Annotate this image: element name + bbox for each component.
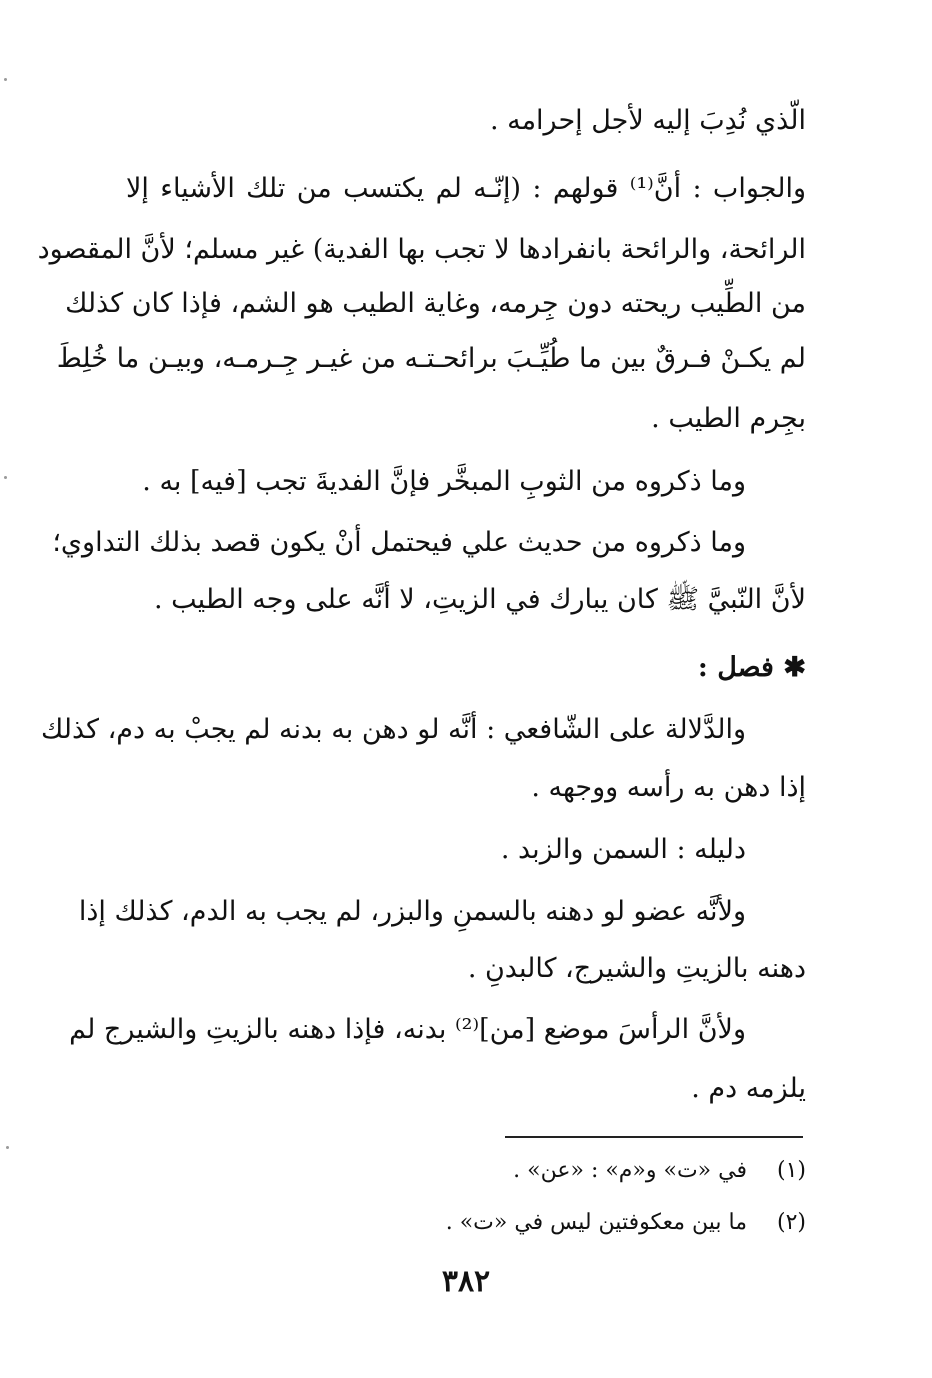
- scan-speck: [4, 476, 7, 479]
- text-line: والدَّلالة على الشّافعي : أنَّه لو دهن به بدنه لم يجبْ به دم، كذلك: [41, 714, 746, 745]
- footnote-number: (٢): [776, 1210, 806, 1235]
- text-line: وما ذكروه من الثوبِ المبخَّر فإنَّ الفديةَ تجب [فيه] به .: [142, 466, 746, 497]
- text-line: إذا دهن به رأسه ووجهه .: [531, 772, 806, 803]
- text-line: يلزمه دم .: [691, 1073, 806, 1104]
- footnote: [446, 1208, 806, 1238]
- footnote-text: في «ت» و«م» : «عن» .: [513, 1158, 747, 1183]
- text-line: الّذي نُدِبَ إليه لأجل إحرامه .: [489, 105, 806, 136]
- footnote-text: ما بين معكوفتين ليس في «ت» .: [445, 1210, 747, 1235]
- text-line: دهنه بالزيتِ والشيرج، كالبدنِ .: [467, 953, 806, 984]
- footnote-separator: [505, 1136, 803, 1138]
- page-number: ٣٨٢: [441, 1264, 491, 1299]
- footnote: [513, 1156, 806, 1186]
- section-heading: ✱ فصل :: [697, 652, 806, 683]
- text-line: من الطِّيب ريحته دون جِرمه، وغاية الطيب هو الشم، فإذا كان كذلك: [65, 288, 806, 319]
- text-line: ولأنَّ الرأسَ موضع [من]⁽²⁾ بدنه، فإذا دهنه بالزيتِ والشيرج لم: [69, 1014, 746, 1045]
- text-line: الرائحة، والرائحة بانفرادها لا تجب بها الفدية) غير مسلم؛ لأنَّ المقصود: [37, 234, 806, 265]
- text-line: دليله : السمن والزبد .: [500, 834, 746, 865]
- text-line: لم يكـنْ فـرقٌ بين ما طُيِّـبَ برائحـتـه من غيـر جِـرمـه، وبيـن ما خُلِطَ: [56, 343, 806, 374]
- text-line: ولأنَّه عضو لو دهنه بالسمنِ والبزر، لم يجب به الدم، كذلك إذا: [78, 896, 746, 927]
- text-line: بجِرم الطيب .: [651, 403, 806, 434]
- scan-speck: [4, 78, 7, 81]
- text-line: لأنَّ النّبيَّ ﷺ كان يبارك في الزيتِ، لا أنَّه على وجه الطيب .: [154, 584, 806, 615]
- text-line: وما ذكروه من حديث علي فيحتمل أنْ يكون قصد بذلك التداوي؛: [52, 527, 746, 558]
- text-line: والجواب : أنَّ⁽¹⁾ قولهم : (إنّـه لم يكتسب من تلك الأشياء إلا: [126, 173, 806, 204]
- scan-speck: [6, 1146, 9, 1149]
- footnote-number: (١): [776, 1158, 806, 1183]
